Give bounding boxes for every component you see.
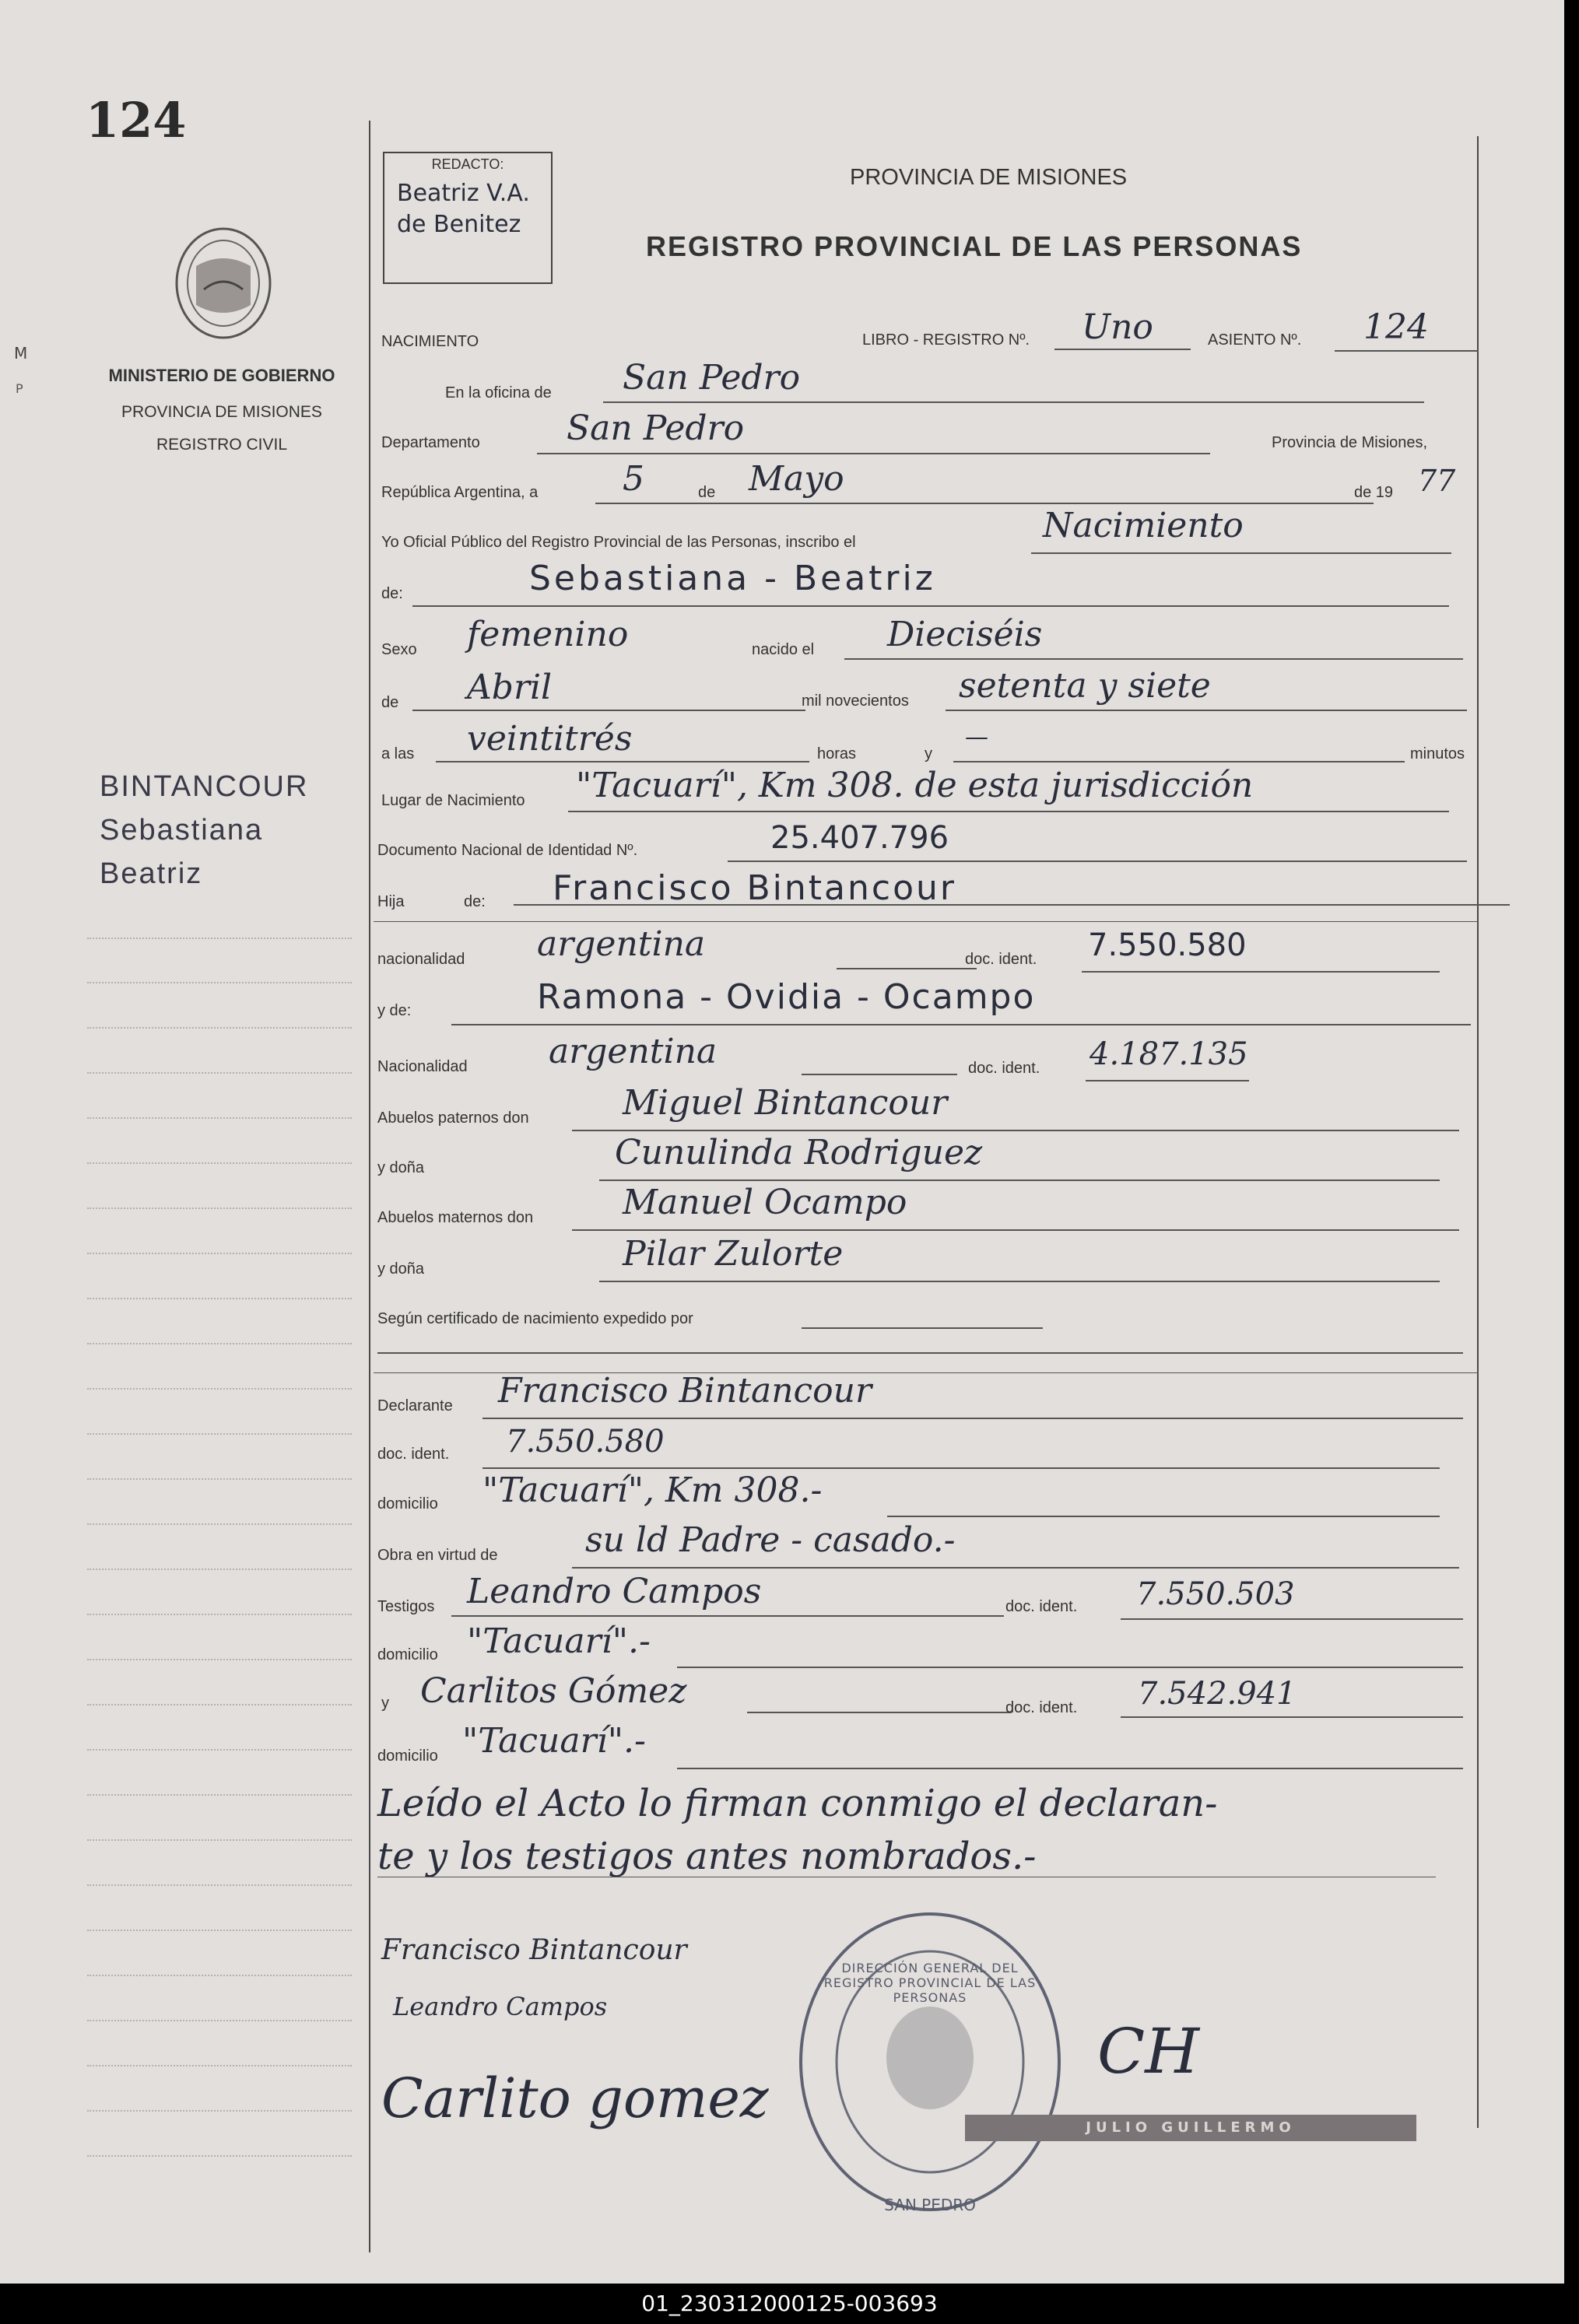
province-left-label: PROVINCIA DE MISIONES — [121, 403, 322, 421]
ydona-label: y doña — [377, 1260, 425, 1278]
image-caption: 01_230312000125-003693 — [641, 2291, 938, 2316]
doc-padre-value: 7.550.580 — [1088, 927, 1247, 963]
nacionalidad-label: nacionalidad — [377, 951, 465, 968]
registry-civil-label: REGISTRO CIVIL — [156, 436, 288, 454]
redacto-label: REDACTO: — [431, 156, 504, 172]
margin-name: Beatriz — [100, 857, 203, 890]
madre-value: Ramona - Ovidia - Ocampo — [537, 977, 1036, 1017]
margin-surname: BINTANCOUR — [100, 770, 309, 803]
province-label: PROVINCIA DE MISIONES — [850, 165, 1128, 190]
nacido-label: nacido el — [752, 641, 815, 658]
mil-label: mil novecientos — [802, 692, 909, 710]
nacionalidad-label: Nacionalidad — [377, 1058, 468, 1075]
redacto-box — [383, 152, 553, 284]
domicilio-testigo2-value: "Tacuarí".- — [462, 1721, 646, 1761]
provincia-label: Provincia de Misiones, — [1272, 434, 1428, 451]
edge-letter: P — [16, 381, 23, 396]
edge-letter: M — [14, 344, 28, 363]
hija-label: Hija — [377, 893, 405, 910]
de-label: de: — [464, 893, 486, 910]
doc-declarante-label: doc. ident. — [377, 1446, 450, 1463]
obra-value: su ld Padre - casado.- — [585, 1520, 956, 1560]
leido-line2: te y los testigos antes nombrados.- — [377, 1835, 1037, 1878]
doc-testigo1-label: doc. ident. — [1005, 1598, 1078, 1615]
page-number: 124 — [86, 92, 187, 149]
sexo-label: Sexo — [381, 641, 417, 658]
de-label: de: — [381, 585, 403, 602]
republica-label: República Argentina, a — [381, 484, 539, 501]
nacimiento-label: NACIMIENTO — [381, 333, 479, 350]
abuela-materna-value: Pilar Zulorte — [623, 1234, 844, 1274]
de-label: de — [698, 484, 716, 501]
ydona-label: y doña — [377, 1159, 425, 1176]
form-border-right — [1477, 136, 1479, 2128]
doc-madre-value: 4.187.135 — [1090, 1036, 1248, 1072]
abuelos-paternos-label: Abuelos paternos don — [377, 1109, 529, 1127]
page-title: REGISTRO PROVINCIAL DE LAS PERSONAS — [646, 230, 1303, 262]
nacionalidad-value: argentina — [537, 924, 706, 964]
libro-label: LIBRO - REGISTRO Nº. — [862, 331, 1030, 349]
oficial-label: Yo Oficial Público del Registro Provincial de las Personas, inscribo el — [381, 534, 856, 551]
lugar-value: "Tacuarí", Km 308. de esta jurisdicción — [576, 766, 1254, 805]
stamp-sub: SAN PEDRO — [884, 2196, 976, 2214]
testigos-label: Testigos — [377, 1598, 435, 1615]
form-border-left — [369, 121, 370, 2252]
y-label: y — [381, 1695, 389, 1712]
horas-label: horas — [817, 745, 857, 762]
dni-label: Documento Nacional de Identidad Nº. — [377, 842, 638, 859]
margin-name: Sebastiana — [100, 814, 264, 847]
domicilio-testigo1-value: "Tacuarí".- — [467, 1621, 651, 1661]
anio2-value: setenta y siete — [959, 666, 1211, 706]
abuela-paterna-value: Cunulinda Rodriguez — [615, 1133, 983, 1173]
registry-stamp — [790, 1902, 1070, 2221]
certificado-label: Según certificado de nacimiento expedido por — [377, 1310, 693, 1327]
official-stamp: JULIO GUILLERMO — [965, 2115, 1416, 2141]
domicilio-testigo2-label: domicilio — [377, 1747, 438, 1765]
minutos-label: minutos — [1410, 745, 1465, 762]
departamento-value: San Pedro — [567, 408, 745, 448]
signature-testigo2: Carlito gomez — [381, 2066, 769, 2130]
obra-label: Obra en virtud de — [377, 1547, 498, 1564]
signature-testigo1: Leandro Campos — [393, 1992, 608, 2021]
declarante-value: Francisco Bintancour — [498, 1371, 872, 1411]
declarante-label: Declarante — [377, 1397, 453, 1414]
departamento-label: Departamento — [381, 434, 480, 451]
nombre-value: Sebastiana - Beatriz — [529, 559, 936, 598]
asiento-value: 124 — [1363, 307, 1429, 347]
yde-label: y de: — [377, 1002, 412, 1019]
libro-value: Uno — [1082, 307, 1153, 347]
abuelos-maternos-label: Abuelos maternos don — [377, 1209, 534, 1226]
doc-testigo2-label: doc. ident. — [1005, 1699, 1078, 1716]
anio-value: 77 — [1418, 464, 1456, 498]
abuelos-maternos-value: Manuel Ocampo — [623, 1183, 907, 1222]
minutos-value: — — [965, 724, 988, 751]
testigo1-value: Leandro Campos — [467, 1572, 762, 1611]
oficial-value: Nacimiento — [1043, 506, 1244, 545]
signature-declarante: Francisco Bintancour — [381, 1934, 687, 1966]
de-label: de — [381, 694, 399, 711]
dia-value: 5 — [623, 459, 644, 499]
mes-value: Mayo — [749, 459, 844, 499]
horas-value: veintitrés — [467, 719, 633, 759]
alas-label: a las — [381, 745, 415, 762]
redacto-value: Beatriz V.A. de Benitez — [397, 180, 530, 238]
doc-label: doc. ident. — [965, 951, 1037, 968]
doc-testigo1-value: 7.550.503 — [1136, 1576, 1295, 1612]
padre-value: Francisco Bintancour — [553, 868, 956, 908]
doc-declarante-value: 7.550.580 — [506, 1424, 665, 1460]
dni-value: 25.407.796 — [770, 820, 949, 856]
testigo2-value: Carlitos Gómez — [420, 1671, 687, 1711]
leido-line1: Leído el Acto lo firman conmigo el declaran- — [377, 1782, 1218, 1825]
sexo-value: femenino — [467, 615, 629, 654]
lugar-label: Lugar de Nacimiento — [381, 792, 525, 809]
nacionalidad-madre-value: argentina — [549, 1032, 718, 1071]
de19-label: de 19 — [1354, 484, 1394, 501]
oficina-value: San Pedro — [623, 358, 801, 398]
domicilio-label: domicilio — [377, 1495, 438, 1513]
nacido-value: Dieciséis — [887, 615, 1043, 654]
doc-testigo2-value: 7.542.941 — [1138, 1676, 1297, 1712]
oficina-label: En la oficina de — [445, 384, 552, 401]
signature-official: CH — [1097, 2015, 1199, 2087]
doc-label: doc. ident. — [968, 1060, 1040, 1077]
stamp-text: DIRECCIÓN GENERAL DEL REGISTRO PROVINCIAL DE LAS PERSONAS — [823, 1961, 1037, 2005]
asiento-label: ASIENTO Nº. — [1208, 331, 1302, 349]
province-emblem — [165, 219, 282, 352]
abuelos-paternos-value: Miguel Bintancour — [623, 1083, 948, 1123]
domicilio-testigo1-label: domicilio — [377, 1646, 438, 1663]
domicilio-value: "Tacuarí", Km 308.- — [482, 1470, 823, 1510]
ministry-label: MINISTERIO DE GOBIERNO — [108, 366, 335, 385]
mes2-value: Abril — [467, 668, 553, 707]
y-label: y — [925, 745, 932, 762]
